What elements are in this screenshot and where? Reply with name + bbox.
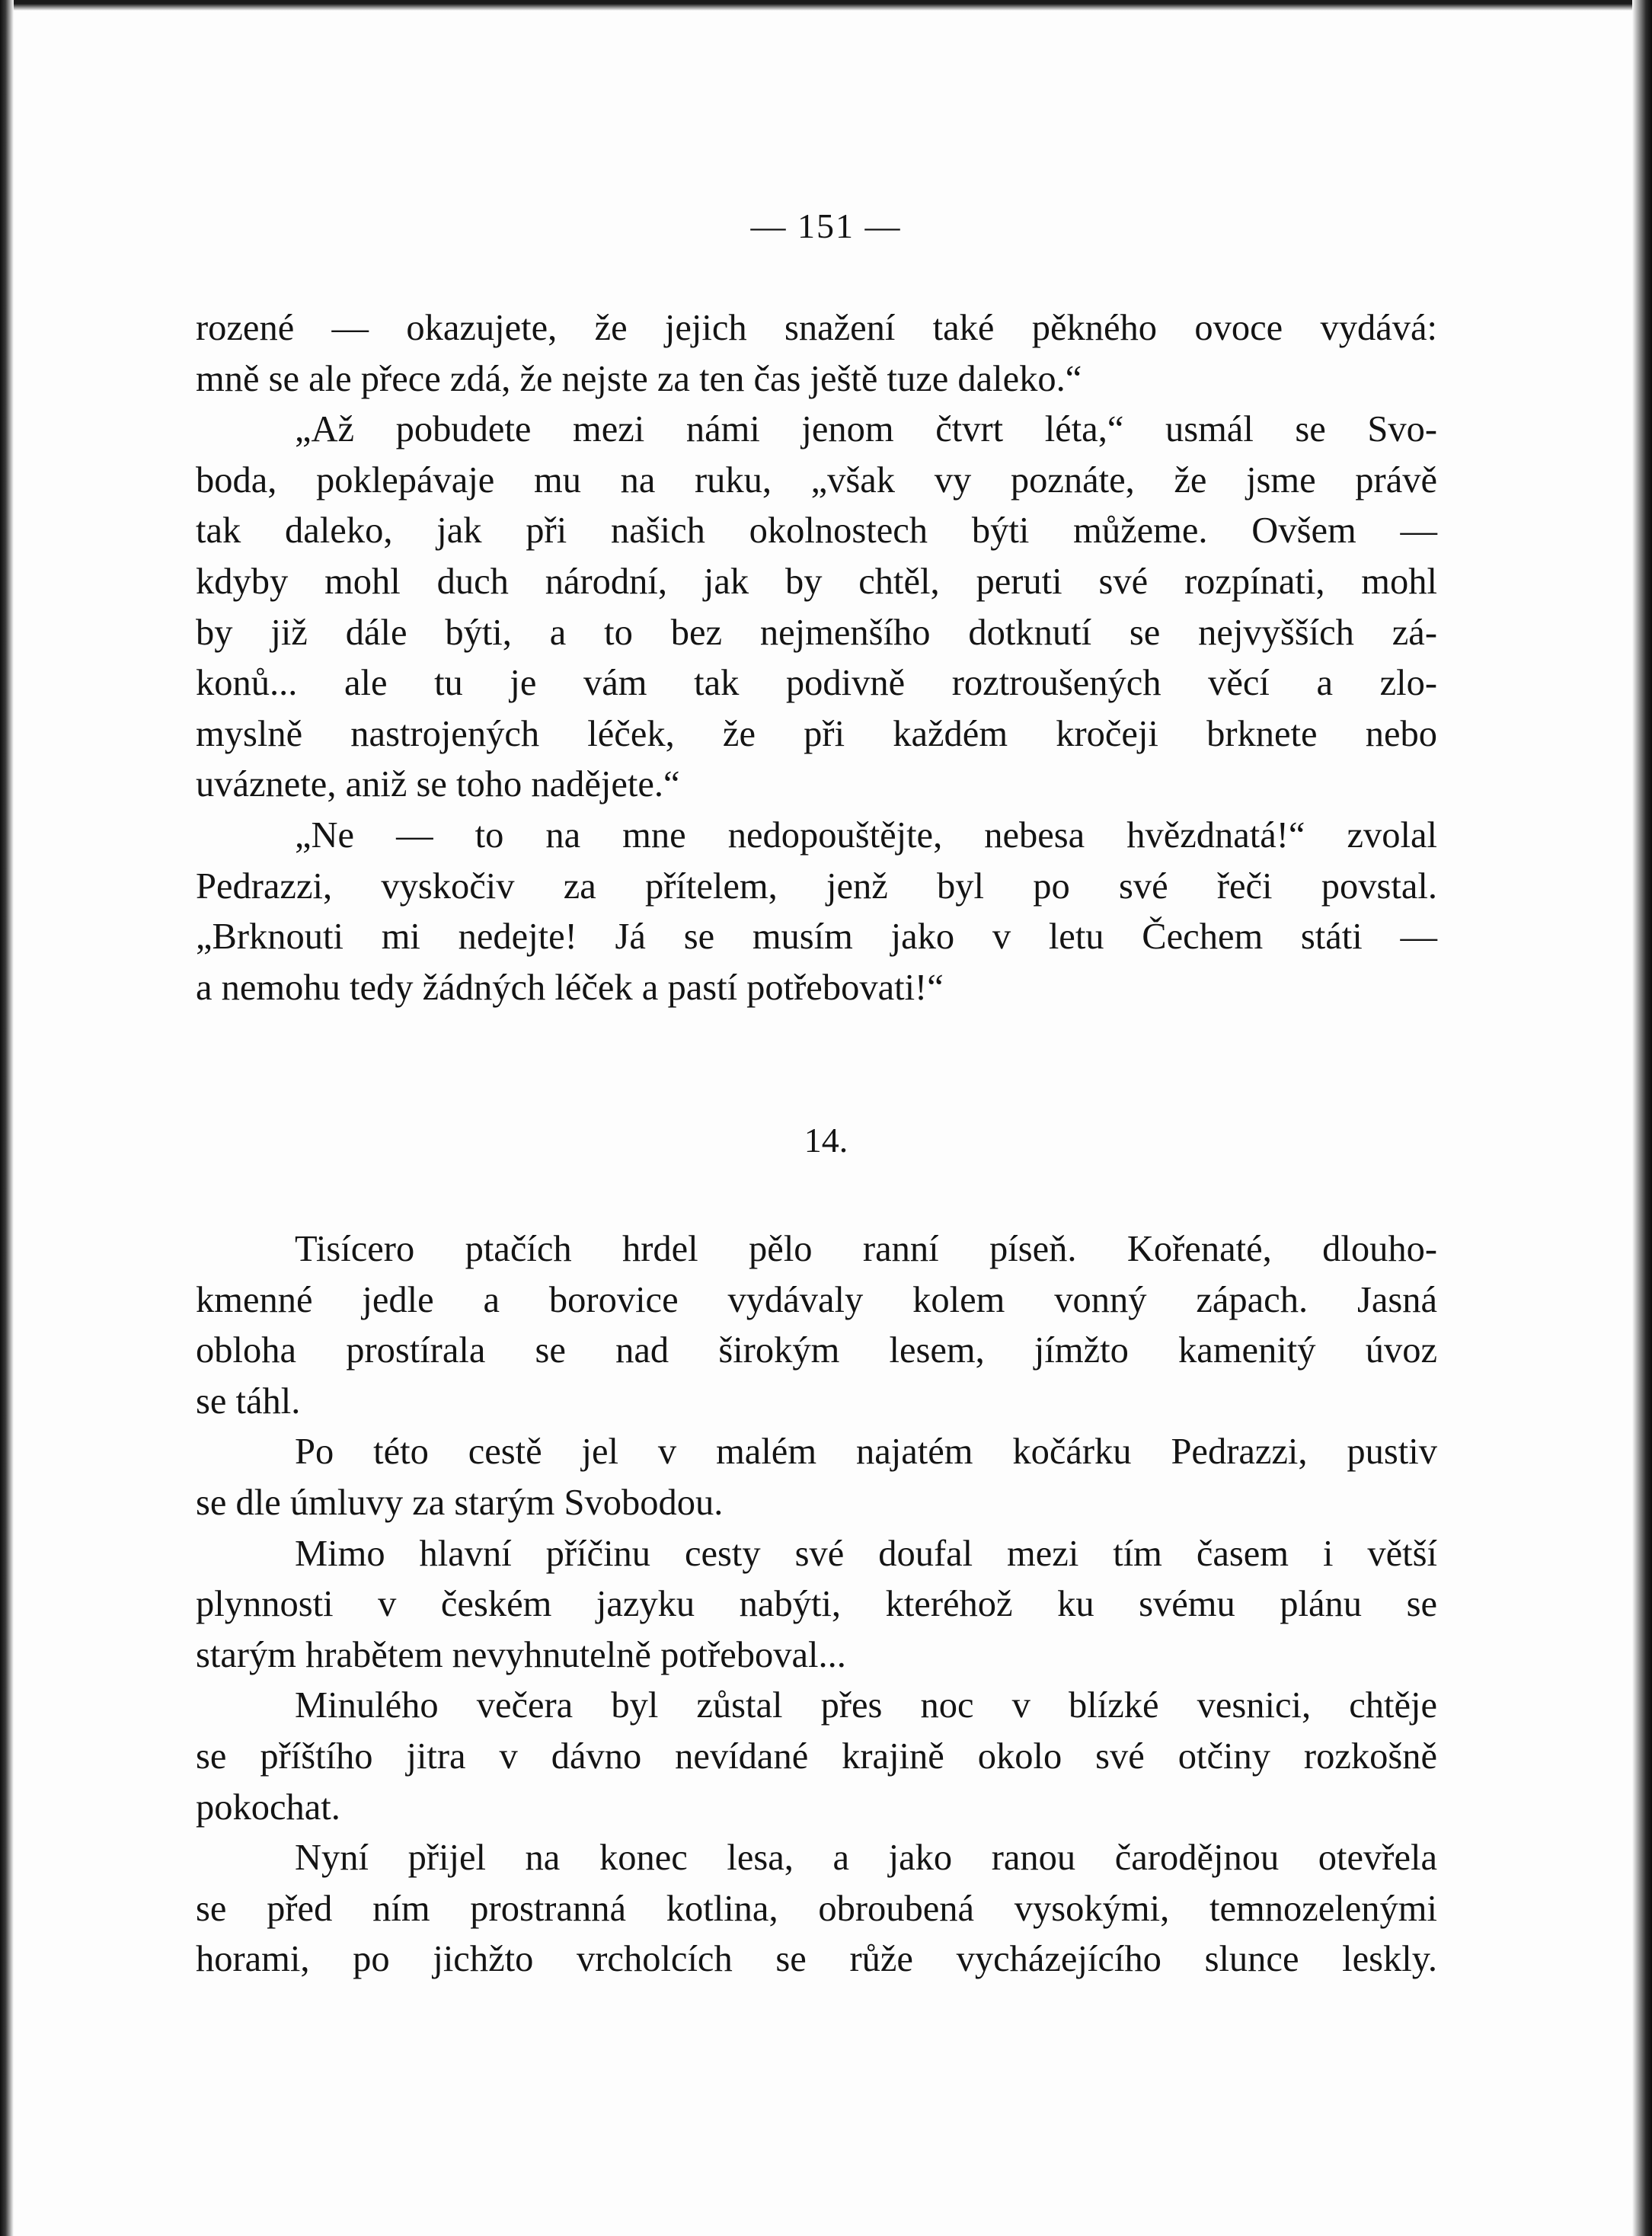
text-line: starým hrabětem nevyhnutelně potřeboval... bbox=[196, 1634, 846, 1675]
text-line: myslně nastrojených léček, že při každém kročeji brknete nebo bbox=[196, 713, 1437, 754]
text-line: boda, poklepávaje mu na ruku, „však vy poznáte, že jsme právě bbox=[196, 459, 1437, 501]
text-line: konů... ale tu je vám tak podivně roztroušených věcí a zlo- bbox=[196, 663, 1437, 704]
text-line: kdyby mohl duch národní, jak by chtěl, peruti své rozpínati, mohl bbox=[196, 561, 1437, 602]
text-line: „Ne — to na mne nedopouštějte, nebesa hvězdnatá!“ zvolal bbox=[295, 814, 1437, 856]
text-line: se dle úmluvy za starým Svobodou. bbox=[196, 1482, 724, 1523]
text-line: Nyní přijel na konec lesa, a jako ranou čarodějnou otevřela bbox=[295, 1838, 1437, 1879]
text-line: by již dále býti, a to bez nejmenšího dotknutí se nejvyšších zá- bbox=[196, 612, 1437, 653]
scan-edge-left bbox=[0, 0, 14, 2236]
text-block-continuation bbox=[196, 303, 1437, 1013]
text-line: Minulého večera byl zůstal přes noc v blízké vesnici, chtěje bbox=[295, 1685, 1437, 1726]
text-line: a nemohu tedy žádných léček a pastí potřebovati!“ bbox=[196, 967, 944, 1008]
text-line: plynnosti v českém jazyku nabýti, kteréhož ku svému plánu se bbox=[196, 1584, 1437, 1625]
text-line: rozené — okazujete, že jejich snažení také pěkného ovoce vydává: bbox=[196, 308, 1437, 348]
text-line: horami, po jichžto vrcholcích se růže vycházejícího slunce leskly. bbox=[196, 1939, 1437, 1980]
text-line: Tisícero ptačích hrdel pělo ranní píseň. Kořenaté, dlouho- bbox=[295, 1229, 1437, 1269]
text-line: pokochat. bbox=[196, 1787, 340, 1828]
scan-edge-right bbox=[1632, 0, 1652, 2236]
text-line: tak daleko, jak při našich okolnostech býti můžeme. Ovšem — bbox=[196, 510, 1437, 552]
text-block-chapter-14 bbox=[196, 1224, 1437, 1985]
scan-edge-top bbox=[0, 0, 1652, 11]
text-line: Pedrazzi, vyskočiv za přítelem, jenž byl po své řeči povstal. bbox=[196, 865, 1437, 907]
text-line: se příštího jitra v dávno nevídané krajině okolo své otčiny rozkošně bbox=[196, 1735, 1437, 1777]
text-line: kmenné jedle a borovice vydávaly kolem vonný zápach. Jasná bbox=[196, 1279, 1437, 1320]
text-line: Po této cestě jel v malém najatém kočárku Pedrazzi, pustiv bbox=[295, 1431, 1437, 1473]
text-line: se táhl. bbox=[196, 1380, 301, 1422]
text-line: Mimo hlavní příčinu cesty své doufal mezi tím časem i větší bbox=[295, 1533, 1437, 1574]
chapter-heading: 14. bbox=[804, 1121, 848, 1160]
text-line: mně se ale přece zdá, že nejste za ten čas ještě tuze daleko.“ bbox=[196, 358, 1082, 399]
text-line: se před ním prostranná kotlina, obroubená vysokými, temnozelenými bbox=[196, 1888, 1437, 1929]
page-number: — 151 — bbox=[750, 206, 902, 245]
text-line: „Brknouti mi nedejte! Já se musím jako v letu Čechem státi — bbox=[196, 916, 1437, 958]
text-line: „Až pobudete mezi námi jenom čtvrt léta,“ usmál se Svo- bbox=[295, 409, 1437, 450]
text-line: uváznete, aniž se toho nadějete.“ bbox=[196, 764, 680, 805]
text-line: obloha prostírala se nad širokým lesem, jímžto kamenitý úvoz bbox=[196, 1330, 1437, 1371]
